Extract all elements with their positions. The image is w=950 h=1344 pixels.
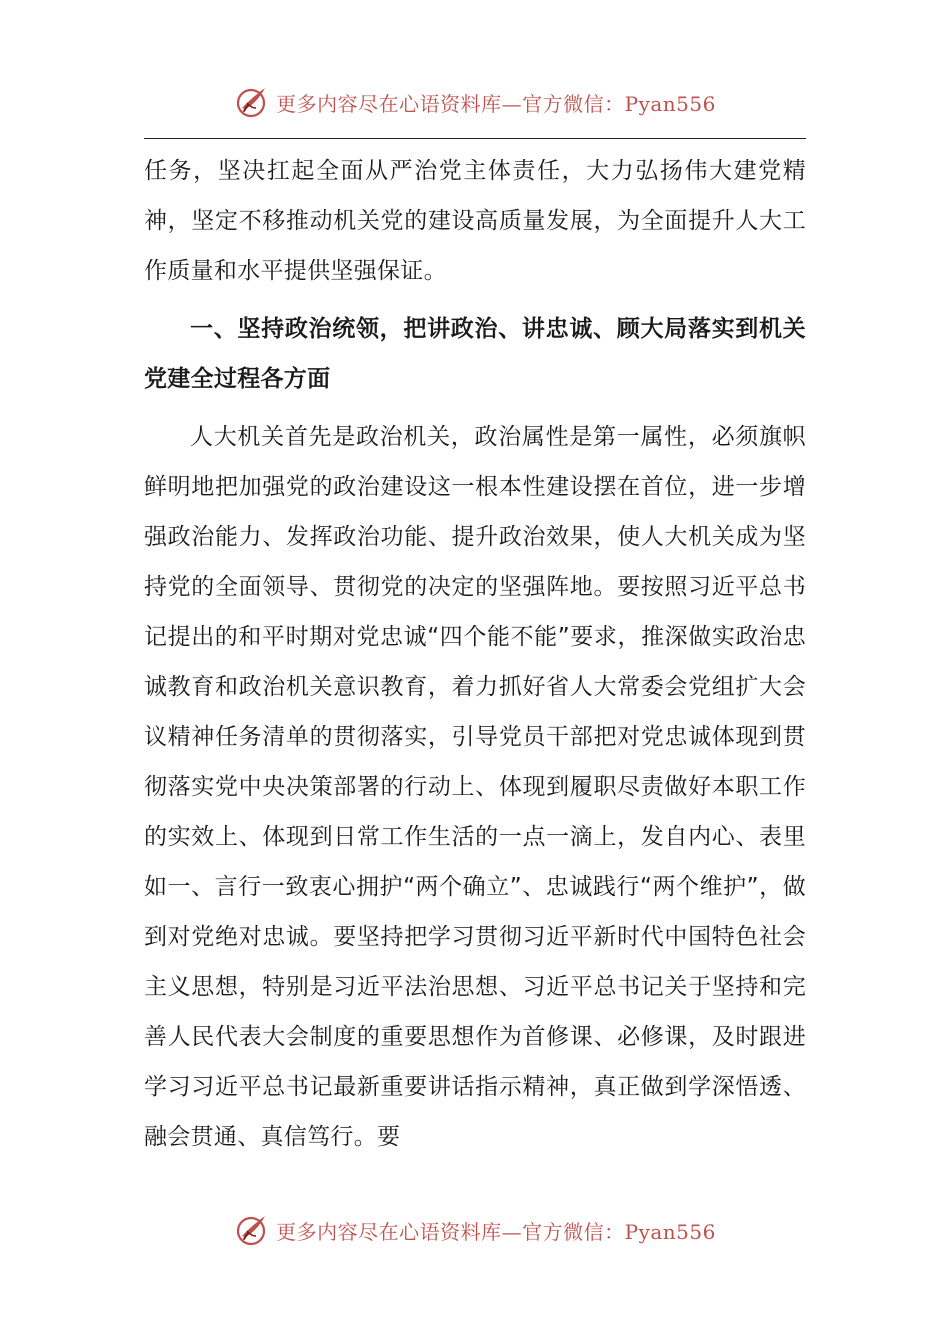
header-wechat-id: Pyan556	[624, 91, 716, 116]
paragraph-continuation: 任务，坚决扛起全面从严治党主体责任，大力弘扬伟大建党精神，坚定不移推动机关党的建设高质量发展，为全面提升人大工作质量和水平提供坚强保证。	[144, 158, 806, 284]
document-body	[144, 146, 806, 1162]
quill-pen-seal-icon	[234, 1212, 270, 1248]
section-heading: 一、坚持政治统领，把讲政治、讲忠诚、顾大局落实到机关党建全过程各方面	[144, 316, 806, 392]
footer-banner	[0, 1210, 950, 1250]
footer-banner-text: 更多内容尽在心语资料库—官方微信：Pyan556	[276, 1219, 716, 1244]
paragraph-body: 人大机关首先是政治机关，政治属性是第一属性，必须旗帜鲜明地把加强党的政治建设这一根本性建设摆在首位，进一步增强政治能力、发挥政治功能、提升政治效果，使人大机关成为坚持党的全面领导、贯彻党的决定的坚强阵地。要按照习近平总书记提出的和平时期对党忠诚“四个能不能”要求，推深做实政治忠诚教育和政治机关意识教育，着力抓好省人大常委会党组扩大会议精神任务清单的贯彻落实，引导党员干部把对党忠诚体现到贯彻落实党中央决策部署的行动上、体现到履职尽责做好本职工作的实效上、体现到日常工作生活的一点一滴上，发自内心、表里如一、言行一致衷心拥护“两个确立”、忠诚践行“两个维护”，做到对党绝对忠诚。要坚持把学习贯彻习近平新时代中国特色社会主义思想，特别是习近平法治思想、习近平总书记关于坚持和完善人民代表大会制度的重要思想作为首修课、必修课，及时跟进学习习近平总书记最新重要讲话指示精神，真正做到学深悟透、融会贯通、真信笃行。要	[144, 424, 806, 1150]
header-divider	[144, 138, 806, 139]
header-banner-text: 更多内容尽在心语资料库—官方微信：Pyan556	[276, 91, 716, 116]
quill-pen-seal-icon	[234, 84, 270, 120]
footer-wechat-id: Pyan556	[624, 1219, 716, 1244]
header-banner	[0, 82, 950, 122]
